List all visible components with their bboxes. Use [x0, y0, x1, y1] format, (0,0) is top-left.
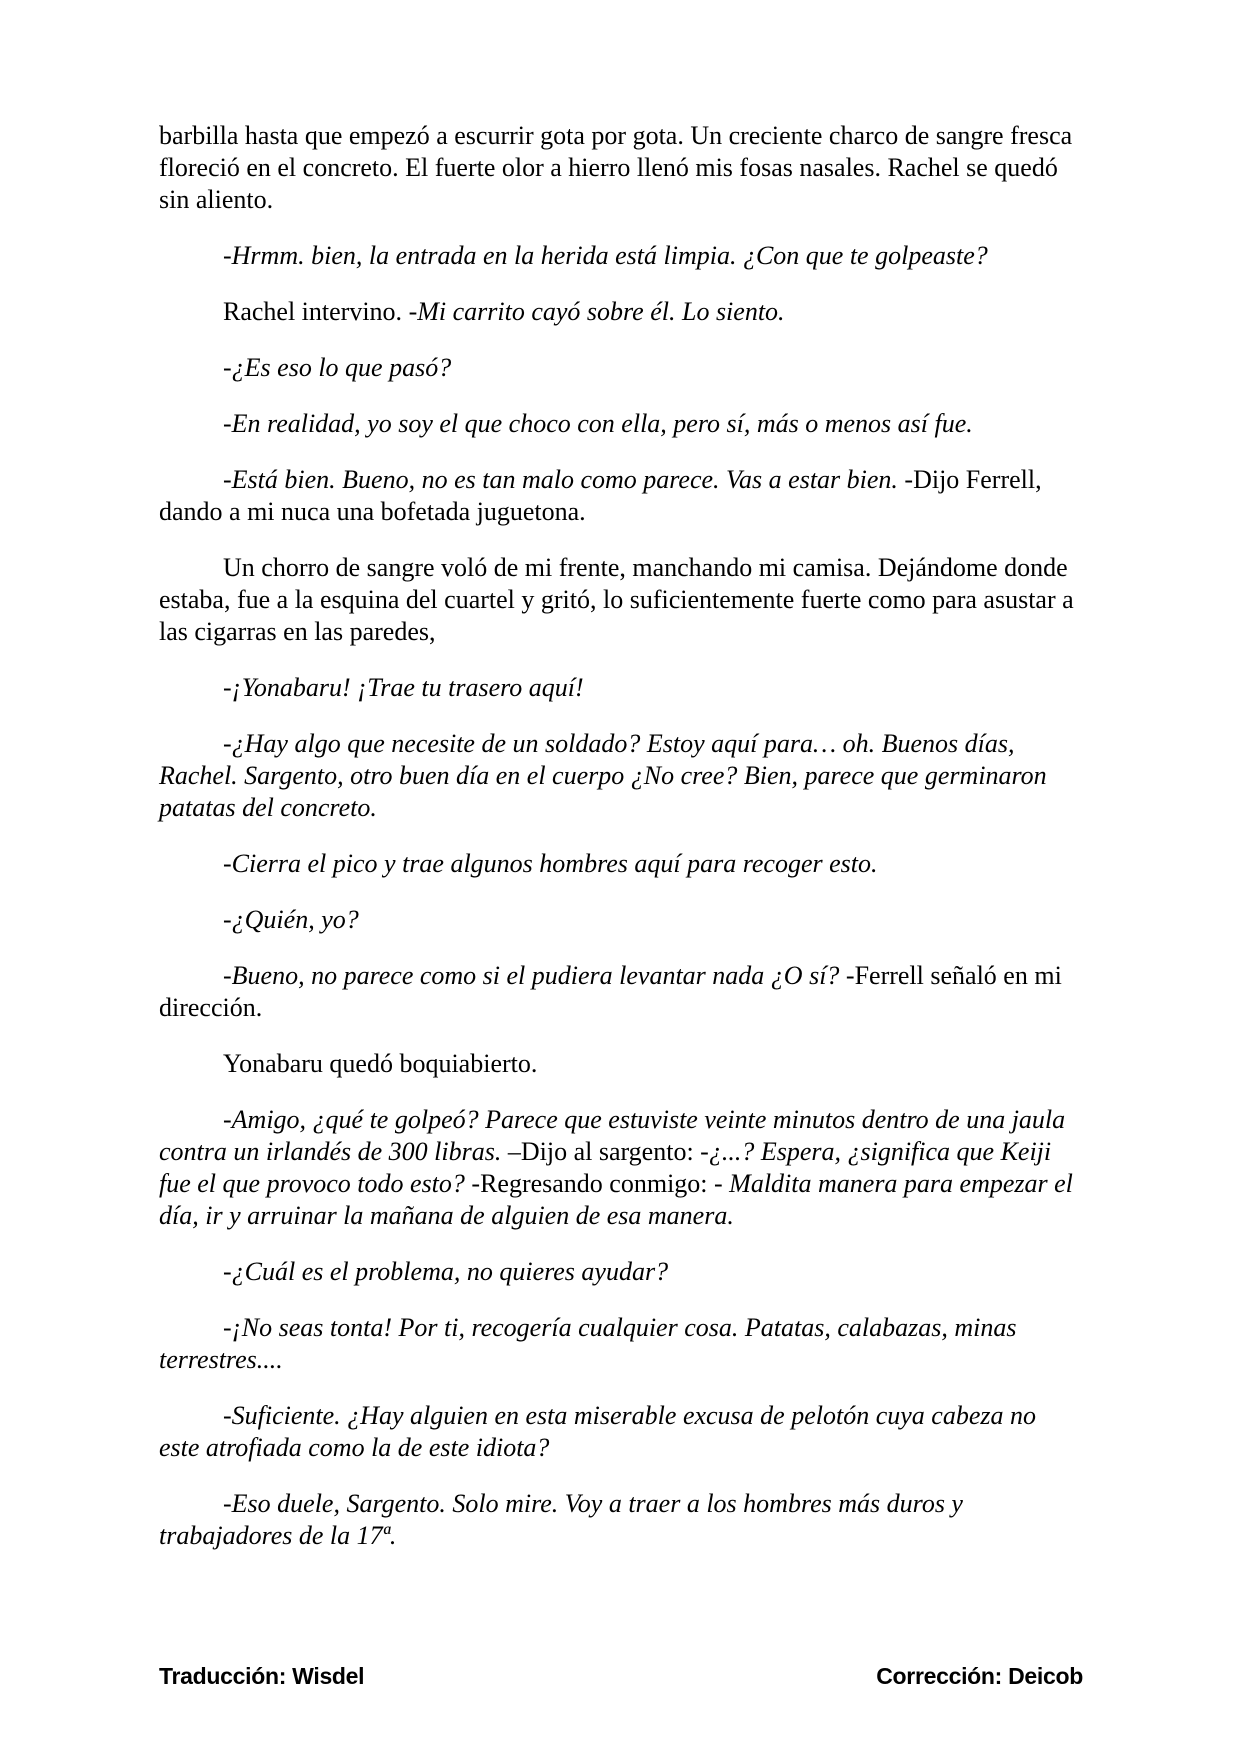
text-run: -¿Quién, yo?: [223, 905, 359, 934]
text-run: Rachel intervino.: [223, 297, 409, 326]
text-run: -¿...? Espera, ¿significa que Keiji fue el que provoco todo esto?: [159, 1137, 1052, 1198]
paragraph-16: [159, 1312, 1081, 1376]
text-run: Maldita manera para empezar el día, ir y arruinar la mañana de alguien de esa manera.: [159, 1169, 1073, 1230]
text-run: -Eso duele, Sargento. Solo mire. Voy a traer a los hombres más duros y trabajadores de la 17ª.: [159, 1489, 963, 1550]
page-footer: [159, 1662, 1083, 1690]
paragraph-18: [159, 1488, 1081, 1552]
paragraph-13: [159, 1048, 1081, 1080]
text-run: -¡No seas tonta! Por ti, recogería cualquier cosa. Patatas, calabazas, minas terrestres....: [159, 1313, 1017, 1374]
text-run: -Cierra el pico y trae algunos hombres aquí para recoger esto.: [223, 849, 878, 878]
text-run: -Bueno, no parece como si el pudiera levantar nada ¿O sí?: [223, 961, 846, 990]
text-run: -Amigo, ¿qué te golpeó? Parece que estuviste veinte minutos dentro de una jaula contra un irlandés de 300 libras.: [159, 1105, 1066, 1166]
text-run: -Suficiente. ¿Hay alguien en esta miserable excusa de pelotón cuya cabeza no este atrofiada como la de este idiota?: [159, 1401, 1036, 1462]
text-run: –Dijo al sargento:: [507, 1137, 701, 1166]
paragraph-07: [159, 552, 1081, 648]
text-run: -Regresando conmigo: -: [471, 1169, 730, 1198]
text-run: -Dijo Ferrell, dando a mi nuca una bofetada juguetona.: [159, 465, 1042, 526]
paragraph-10: [159, 848, 1081, 880]
paragraph-08: [159, 672, 1081, 704]
text-run: -Hrmm. bien, la entrada en la herida está limpia. ¿Con que te golpeaste?: [223, 241, 988, 270]
paragraph-11: [159, 904, 1081, 936]
text-run: -En realidad, yo soy el que choco con ella, pero sí, más o menos así fue.: [223, 409, 973, 438]
text-run: Yonabaru quedó boquiabierto.: [223, 1049, 538, 1078]
text-run: -Está bien. Bueno, no es tan malo como parece. Vas a estar bien.: [223, 465, 905, 494]
paragraph-03: [159, 296, 1081, 328]
text-run: Un chorro de sangre voló de mi frente, manchando mi camisa. Dejándome donde estaba, fue a la esquina del cuartel y gritó, lo suficientemente fuerte como para asustar a las cigarras en las paredes,: [159, 553, 1074, 646]
text-run: -¿Hay algo que necesite de un soldado? Estoy aquí para… oh. Buenos días, Rachel. Sargento, otro buen día en el cuerpo ¿No cree? Bien, parece que germinaron patatas del concreto.: [159, 729, 1047, 822]
paragraph-01: [159, 120, 1081, 216]
text-run: -¿Cuál es el problema, no quieres ayudar?: [223, 1257, 669, 1286]
paragraph-04: [159, 352, 1081, 384]
paragraph-12: [159, 960, 1081, 1024]
text-run: -Ferrell señaló en mi dirección.: [159, 961, 1062, 1022]
text-run: -¿Es eso lo que pasó?: [223, 353, 452, 382]
paragraph-02: [159, 240, 1081, 272]
paragraph-14: [159, 1104, 1081, 1232]
paragraph-15: [159, 1256, 1081, 1288]
body-text: [159, 120, 1081, 1576]
paragraph-17: [159, 1400, 1081, 1464]
text-run: -Mi carrito cayó sobre él. Lo siento.: [408, 297, 785, 326]
paragraph-05: [159, 408, 1081, 440]
correction-credit: Corrección: Deicob: [876, 1663, 1083, 1689]
text-run: -¡Yonabaru! ¡Trae tu trasero aquí!: [223, 673, 584, 702]
paragraph-06: [159, 464, 1081, 528]
text-run: barbilla hasta que empezó a escurrir gota por gota. Un creciente charco de sangre fresca floreció en el concreto. El fuerte olor a hierro llenó mis fosas nasales. Rachel se quedó sin aliento.: [159, 121, 1073, 214]
translation-credit: Traducción: Wisdel: [159, 1663, 365, 1689]
paragraph-09: [159, 728, 1081, 824]
